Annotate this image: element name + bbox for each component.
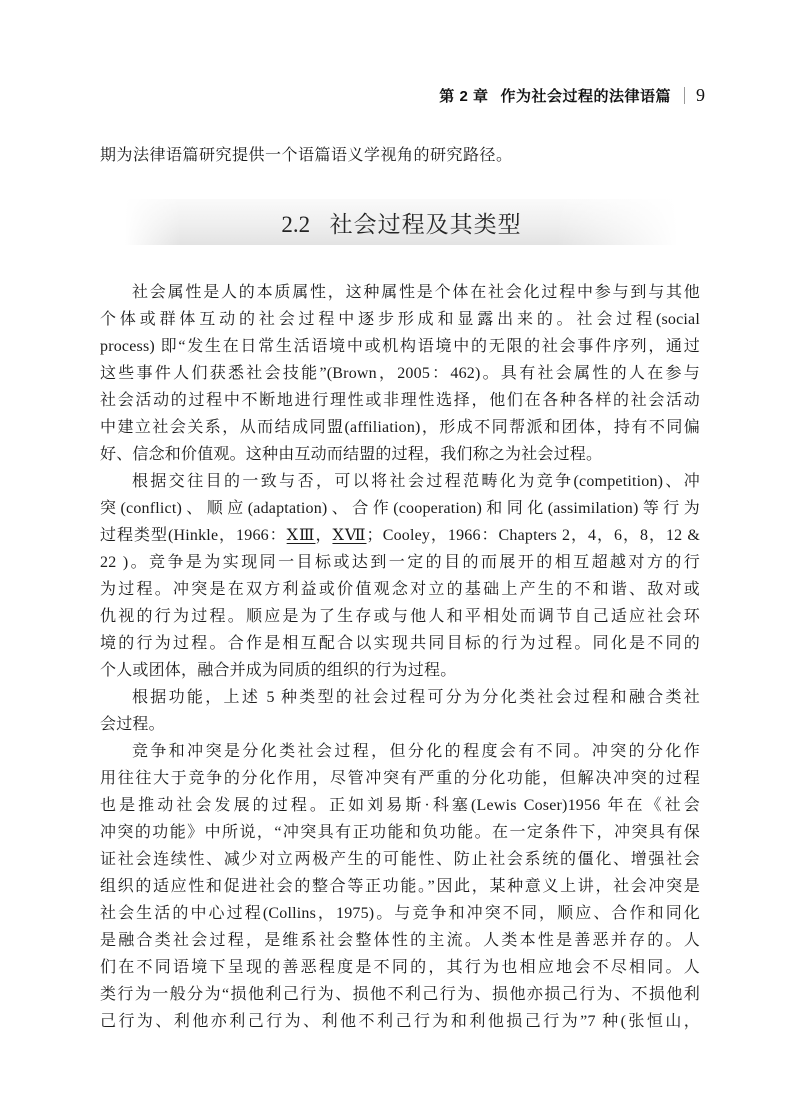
body-line: 社会活动的过程中不断地进行理性或非理性选择，他们在各种各样的社会活动 (100, 392, 700, 409)
body-line: 个体或群体互动的社会过程中逐步形成和显露出来的。社会过程(social (100, 311, 700, 328)
header-chapter-number: 第 2 章 (439, 88, 489, 105)
section-title-text: 社会过程及其类型 (329, 211, 522, 237)
body-line: 根据功能，上述 5 种类型的社会过程可分为分化类社会过程和融合类社 (132, 689, 700, 706)
page-number: 9 (696, 85, 705, 105)
body-line: 为过程。冲突是在双方利益或价值观念对立的基础上产生的不和谐、敌对或 (100, 581, 700, 598)
body-line: 用往往大于竞争的分化作用，尽管冲突有严重的分化功能，但解决冲突的过程 (100, 770, 700, 787)
body-line: 根据交往目的一致与否，可以将社会过程范畴化为竞争(competition)、冲 (132, 473, 700, 490)
body-line: 组织的适应性和促进社会的整合等正功能。”因此，某种意义上讲，社会冲突是 (100, 878, 700, 895)
body-line: 过程类型(Hinkle，1966：ⅩⅢ，ⅩⅦ；Cooley，1966：Chapters 2，4，6，8，12 & (100, 527, 700, 544)
body-line: 证社会连续性、减少对立两极产生的可能性、防止社会系统的僵化、增强社会 (100, 851, 700, 868)
page-header (439, 85, 705, 106)
body-line: 中建立社会关系，从而结成同盟(affiliation)，形成不同帮派和团体，持有不同偏 (100, 419, 700, 436)
body-text (100, 279, 700, 1035)
header-chapter-title: 作为社会过程的法律语篇 (500, 88, 671, 105)
body-line: 社会属性是人的本质属性，这种属性是个体在社会化过程中参与到与其他 (132, 284, 700, 301)
body-line: 社会生活的中心过程(Collins，1975)。与竞争和冲突不同，顺应、合作和同化 (100, 905, 700, 922)
body-line: 22 )。竞争是为实现同一目标或达到一定的目的而展开的相互超越对方的行 (100, 554, 700, 571)
header-divider-line (684, 87, 685, 104)
body-line: 们在不同语境下呈现的善恶程度是不同的，其行为也相应地会不尽相同。人 (100, 959, 700, 976)
section-title (281, 206, 521, 239)
body-line: 这些事件人们获悉社会技能”(Brown，2005：462)。具有社会属性的人在参与 (100, 365, 700, 382)
paragraph (100, 468, 700, 684)
section-heading-band (125, 199, 678, 245)
body-line: 个人或团体，融合并成为同质的组织的行为过程。 (100, 662, 457, 679)
paragraph (100, 684, 700, 738)
paragraph-continuation-line: 期为法律语篇研究提供一个语篇语义学视角的研究路径。 (100, 147, 513, 164)
body-line: 会过程。 (100, 716, 165, 733)
paragraph (100, 738, 700, 1035)
body-line: 竞争和冲突是分化类社会过程，但分化的程度会有不同。冲突的分化作 (132, 743, 700, 760)
body-line: 类行为一般分为“损他利己行为、损他不利己行为、损他亦损己行为、不损他利 (100, 986, 700, 1003)
body-line: 是融合类社会过程，是维系社会整体性的主流。人类本性是善恶并存的。人 (100, 932, 700, 949)
section-number: 2.2 (281, 211, 311, 237)
body-line: process) 即“发生在日常生活语境中或机构语境中的无限的社会事件序列，通过 (100, 338, 700, 355)
paragraph (100, 279, 700, 468)
body-line: 仇视的行为过程。顺应是为了生存或与他人和平相处而调节自己适应社会环 (100, 608, 700, 625)
body-line: 也是推动社会发展的过程。正如刘易斯·科塞(Lewis Coser)1956 年在《社会 (100, 797, 700, 814)
body-line: 突(conflict)、顺应(adaptation)、合作(cooperation)和同化(assimilation)等行为 (100, 500, 700, 517)
body-line: 己行为、利他亦利己行为、利他不利己行为和利他损己行为”7 种(张恒山， (100, 1013, 700, 1030)
body-line: 冲突的功能》中所说，“冲突具有正功能和负功能。在一定条件下，冲突具有保 (100, 824, 700, 841)
body-line: 好、信念和价值观。这种由互动而结盟的过程，我们称之为社会过程。 (100, 446, 603, 463)
body-line: 境的行为过程。合作是相互配合以实现共同目标的行为过程。同化是不同的 (100, 635, 700, 652)
